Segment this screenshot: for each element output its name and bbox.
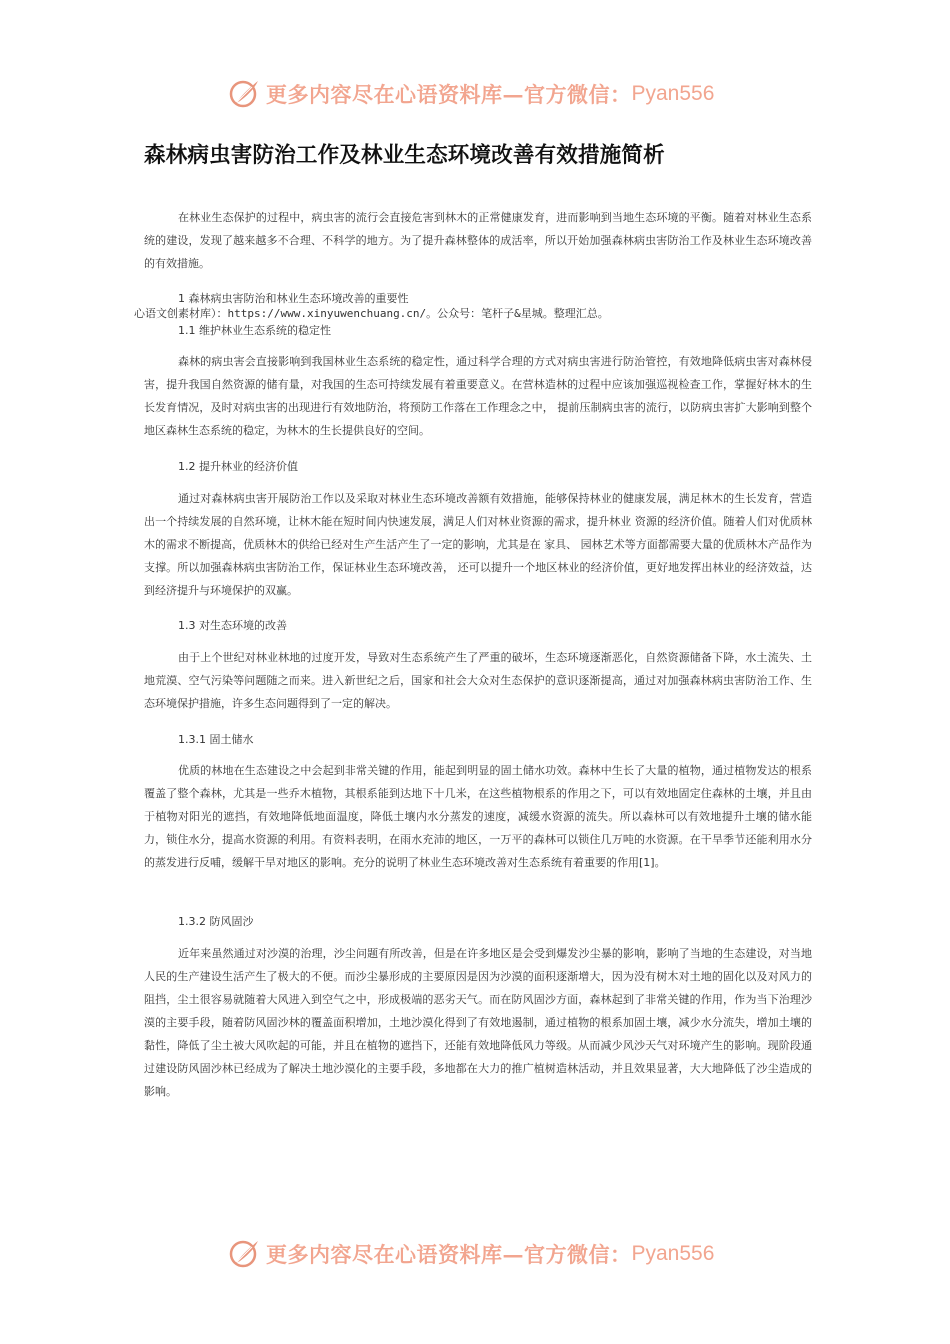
section-1-3-2-heading: 1.3.2 防风固沙 xyxy=(178,915,254,928)
section-1-3-body: 由于上个世纪对林业林地的过度开发，导致对生态系统产生了严重的破坏，生态环境逐渐恶化，自然资源储备下降，水土流失、土地荒漠、空气污染等问题随之而来。进入新世纪之后，国家和社会大众对生态保护的意识逐渐提高，通过对加强森林病虫害防治工作、生态环境保护措施，许多生态问题得到了一定的解决。 xyxy=(144,651,812,710)
section-1-1-heading: 1.1 维护林业生态系统的稳定性 xyxy=(178,324,331,337)
banner-text: 更多内容尽在心语资料库—官方微信： xyxy=(266,82,632,107)
banner-wechat-id: Pyan556 xyxy=(631,1242,715,1265)
source-note: 心语文创素材库）：https://www.xinyuwenchuang.cn/。公众号：笔杆子&星城。整理汇总。 xyxy=(134,307,609,320)
top-banner xyxy=(0,74,950,114)
section-1-3-1-body: 优质的林地在生态建设之中会起到非常关键的作用，能起到明显的固土储水功效。森林中生长了大量的植物，通过植物发达的根系覆盖了整个森林，尤其是一些乔木植物，其根系能到达地下十几米，在这些植物根系的作用之下，可以有效地固定住森林的土壤，并且由于植物对阳光的遮挡，有效地降低地面温度，降低土壤内水分蒸发的速度，减缓水资源的流失。所以森林可以有效地提升土壤的储水能力，锁住水分，提高水资源的利用。有资料表明，在雨水充沛的地区，一万平的森林可以锁住几万吨的水资源。在干旱季节还能利用水分的蒸发进行反哺，缓解干旱对地区的影响。充分的说明了林业生态环境改善对生态系统有着重要的作用[1]。 xyxy=(144,764,812,869)
document-title: 森林病虫害防治工作及林业生态环境改善有效措施简析 xyxy=(144,143,665,168)
banner-text: 更多内容尽在心语资料库—官方微信： xyxy=(266,1242,632,1267)
feather-logo-icon xyxy=(228,1237,262,1271)
section-1-2-heading: 1.2 提升林业的经济价值 xyxy=(178,460,298,473)
section-1-heading: 1 森林病虫害防治和林业生态环境改善的重要性 xyxy=(178,292,409,305)
feather-logo-icon xyxy=(228,77,262,111)
section-1-3-heading: 1.3 对生态环境的改善 xyxy=(178,619,287,632)
bottom-banner xyxy=(0,1234,950,1274)
section-1-1-body: 森林的病虫害会直接影响到我国林业生态系统的稳定性，通过科学合理的方式对病虫害进行防治管控，有效地降低病虫害对森林侵害，提升我国自然资源的储有量，对我国的生态可持续发展有着重要意义。在营林造林的过程中应该加强巡视检查工作，掌握好林木的生长发育情况，及时对病虫害的出现进行有效地防治，将预防工作落在工作理念之中， 提前压制病虫害的流行，以防病虫害扩大影响到整个地区森林生态系统的稳定，为林木的生长提供良好的空间。 xyxy=(144,355,812,437)
section-1-3-1-heading: 1.3.1 固土储水 xyxy=(178,733,254,746)
banner-wechat-id: Pyan556 xyxy=(631,82,715,105)
section-1-3-2-body: 近年来虽然通过对沙漠的治理，沙尘问题有所改善，但是在许多地区是会受到爆发沙尘暴的影响，影响了当地的生态建设，对当地人民的生产建设生活产生了极大的不便。而沙尘暴形成的主要原因是因为沙漠的面积逐渐增大，因为没有树木对土地的固化以及对风力的阻挡，尘土很容易就随着大风进入到空气之中，形成极端的恶劣天气。而在防风固沙方面，森林起到了非常关键的作用，作为当下治理沙漠的主要手段，随着防风固沙林的覆盖面积增加，土地沙漠化得到了有效地遏制，通过植物的根系加固土壤，减少水分流失，增加土壤的黏性，降低了尘土被大风吹起的可能，并且在植物的遮挡下，还能有效地降低风力等级。从而减少风沙天气对环境产生的影响。现阶段通过建设防风固沙林已经成为了解决土地沙漠化的主要手段，多地都在大力的推广植树造林活动，并且效果显著，大大地降低了沙尘造成的影响。 xyxy=(144,947,812,1098)
section-1-2-body: 通过对森林病虫害开展防治工作以及采取对林业生态环境改善额有效措施，能够保持林业的健康发展，满足林木的生长发育，营造出一个持续发展的自然环境，让林木能在短时间内快速发展，满足人们对林业资源的需求，提升林业 资源的经济价值。随着人们对优质林木的需求不断提高，优质林木的供给已经对生产生活产生了一定的影响，尤其是在 家具、 园林艺术等方面都需要大量的优质林木产品作为支撑。所以加强森林病虫害防治工作，保证林业生态环境改善， 还可以提升一个地区林业的经济价值，更好地发挥出林业的经济效益，达到经济提升与环境保护的双赢。 xyxy=(144,492,812,597)
intro-paragraph: 在林业生态保护的过程中，病虫害的流行会直接危害到林木的正常健康发育，进而影响到当地生态环境的平衡。随着对林业生态系统的建设，发现了越来越多不合理、不科学的地方。为了提升森林整体的成活率，所以开始加强森林病虫害防治工作及林业生态环境改善的有效措施。 xyxy=(144,211,812,270)
